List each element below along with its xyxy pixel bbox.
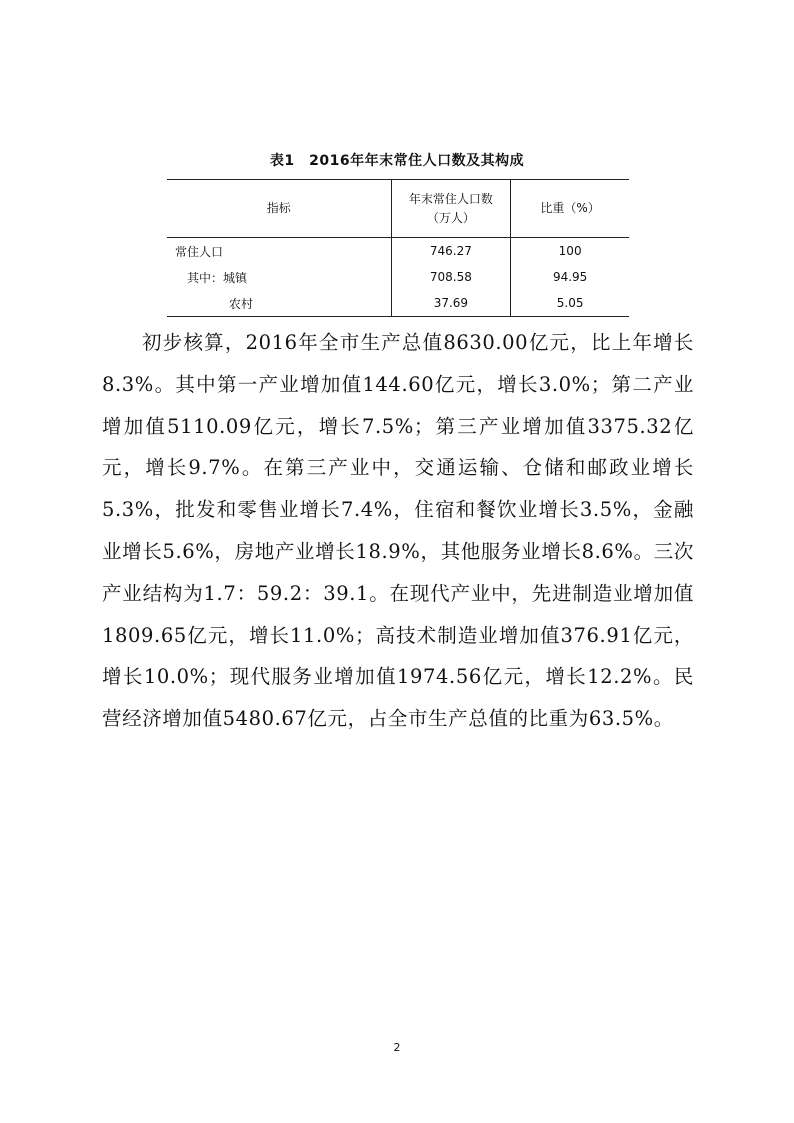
row-share: 5.05 — [511, 290, 629, 317]
header-share: 比重（%） — [511, 180, 629, 238]
row-population: 708.58 — [391, 264, 511, 290]
table-row — [167, 290, 629, 317]
header-population-line2: （万人） — [426, 210, 475, 225]
body-paragraph: 初步核算，2016年全市生产总值8630.00亿元，比上年增长8.3%。其中第一产业增加值144.60亿元，增长3.0%；第二产业增加值5110.09亿元，增长7.5%；第三产业增加值3375.32亿元，增长9.7%。在第三产业中，交通运输、仓储和邮政业增长5.3%，批发和零售业增长7.4%，住宿和餐饮业增长3.5%，金融业增长5.6%，房地产业增长18.9%，其他服务业增长8.6%。三次产业结构为1.7：59.2：39.1。在现代产业中，先进制造业增加值1809.65亿元，增长11.0%；高技术制造业增加值376.91亿元，增长10.0%；现代服务业增加值1974.56亿元，增长12.2%。民营经济增加值5480.67亿元，占全市生产总值的比重为63.5%。 — [102, 331, 694, 731]
row-population: 746.27 — [391, 238, 511, 265]
row-share: 94.95 — [552, 270, 588, 284]
header-population — [391, 180, 511, 238]
row-population: 37.69 — [391, 290, 511, 317]
header-population-line1: 年末常住人口数 — [408, 191, 493, 206]
table-row — [167, 264, 629, 290]
table-title: 表1 2016年年末常住人口数及其构成 — [269, 153, 525, 169]
table-header-row — [167, 180, 629, 238]
row-label: 常住人口 — [175, 244, 224, 259]
page-number: 2 — [393, 1041, 401, 1054]
table-row — [167, 238, 629, 265]
row-share: 100 — [558, 244, 582, 258]
row-label: 农村 — [167, 290, 391, 317]
header-indicator: 指标 — [167, 180, 391, 238]
population-table — [167, 179, 629, 317]
row-label: 其中：城镇 — [187, 270, 248, 285]
